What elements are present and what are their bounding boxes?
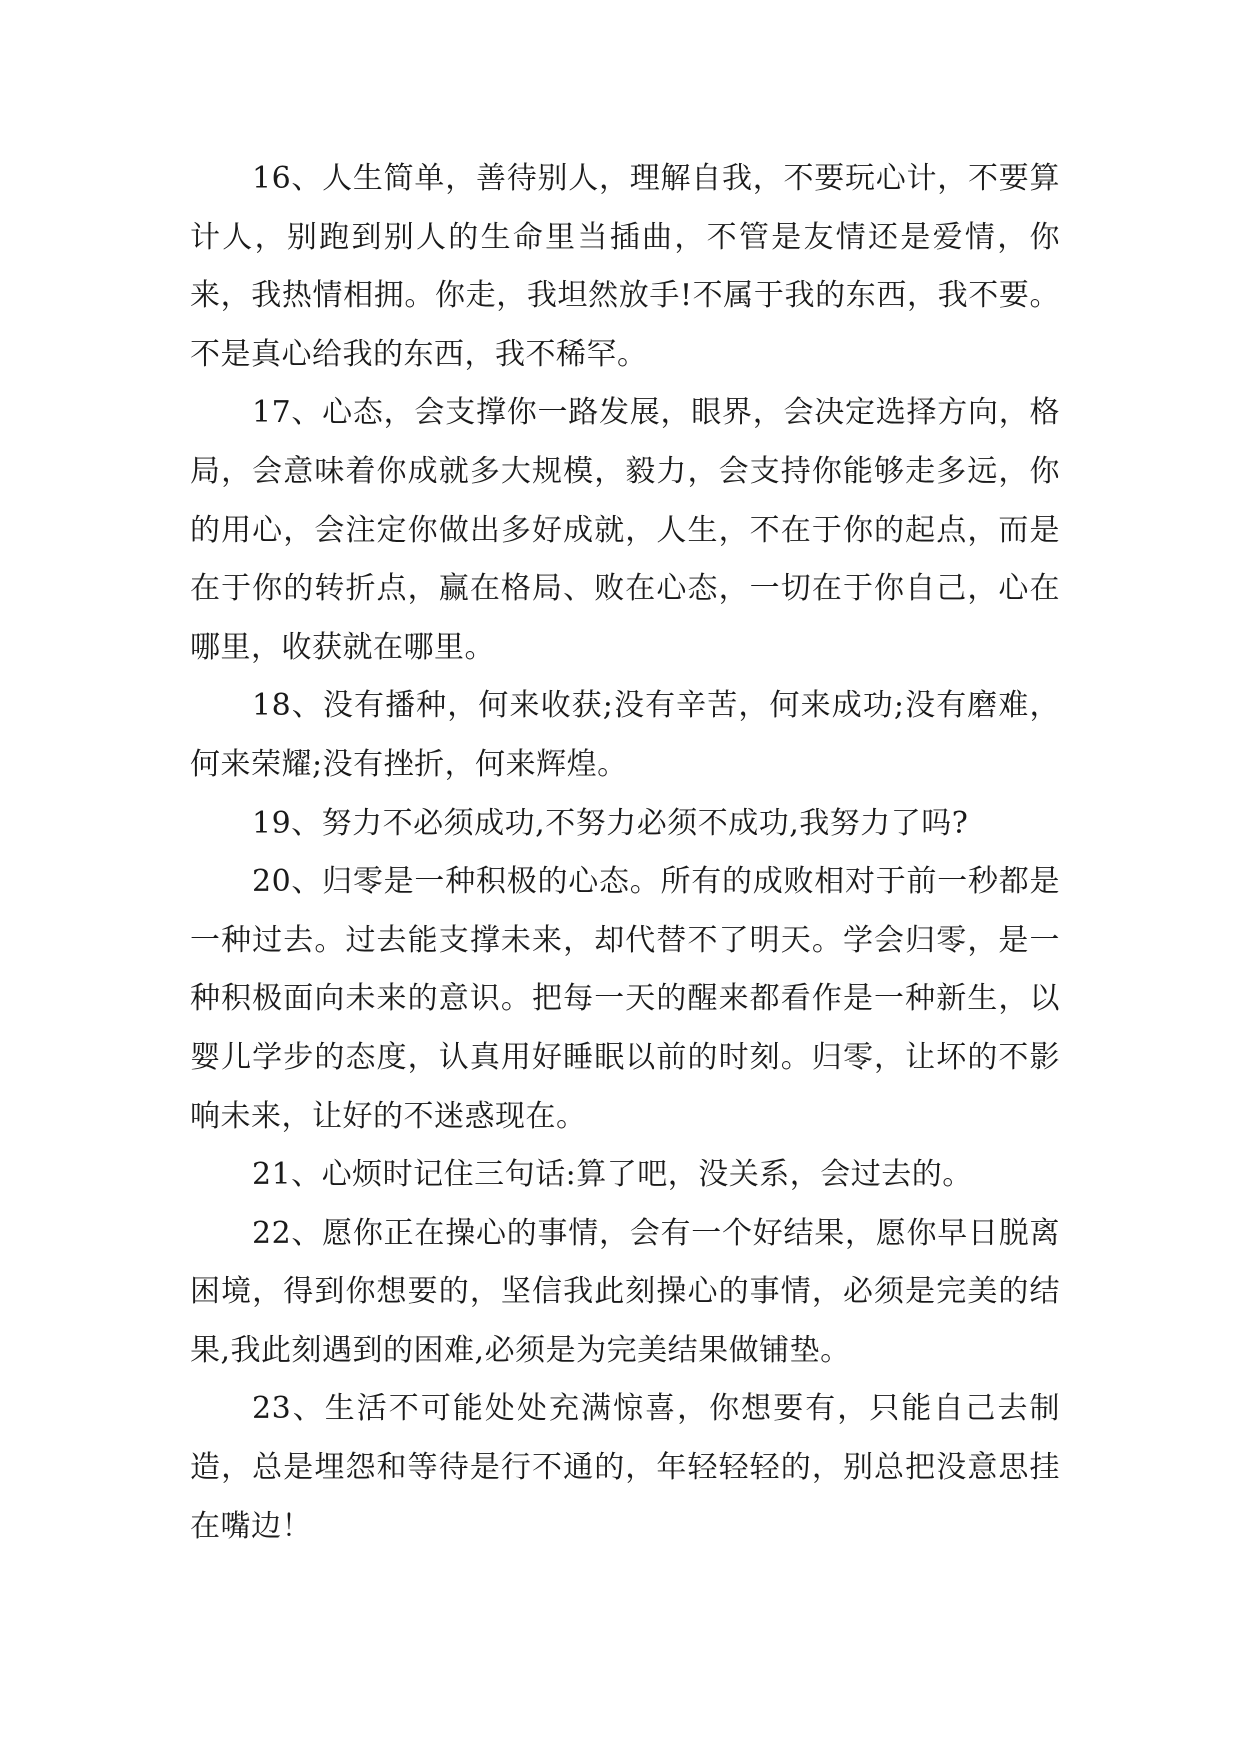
paragraph-17: 17、心态，会支撑你一路发展，眼界，会决定选择方向，格局，会意味着你成就多大规模，毅力，会支持你能够走多远，你的用心，会注定你做出多好成就，人生，不在于你的起点，而是在于你的转折点，赢在格局、败在心态，一切在于你自己，心在哪里，收获就在哪里。: [190, 395, 1060, 665]
paragraph-23: 23、生活不可能处处充满惊喜，你想要有，只能自己去制造，总是埋怨和等待是行不通的，年轻轻轻的，别总把没意思挂在嘴边！: [190, 1391, 1060, 1544]
paragraph-21: 21、心烦时记住三句话:算了吧，没关系，会过去的。: [252, 1157, 973, 1193]
document-body: [190, 150, 1060, 1556]
paragraph-20: 20、归零是一种积极的心态。所有的成败相对于前一秒都是一种过去。过去能支撑未来，却代替不了明天。学会归零，是一种积极面向未来的意识。把每一天的醒来都看作是一种新生，以婴儿学步的态度，认真用好睡眠以前的时刻。归零，让坏的不影响未来，让好的不迷惑现在。: [190, 864, 1060, 1134]
paragraph-16: 16、人生简单，善待别人，理解自我，不要玩心计，不要算计人，别跑到别人的生命里当插曲，不管是友情还是爱情，你来，我热情相拥。你走，我坦然放手!不属于我的东西，我不要。不是真心给我的东西，我不稀罕。: [190, 161, 1060, 372]
paragraph-19: 19、努力不必须成功,不努力必须不成功,我努力了吗?: [252, 805, 969, 841]
paragraph-18: 18、没有播种，何来收获;没有辛苦，何来成功;没有磨难，何来荣耀;没有挫折，何来辉煌。: [190, 688, 1060, 782]
paragraph-22: 22、愿你正在操心的事情，会有一个好结果，愿你早日脱离困境，得到你想要的，坚信我此刻操心的事情，必须是完美的结果,我此刻遇到的困难,必须是为完美结果做铺垫。: [190, 1215, 1060, 1368]
